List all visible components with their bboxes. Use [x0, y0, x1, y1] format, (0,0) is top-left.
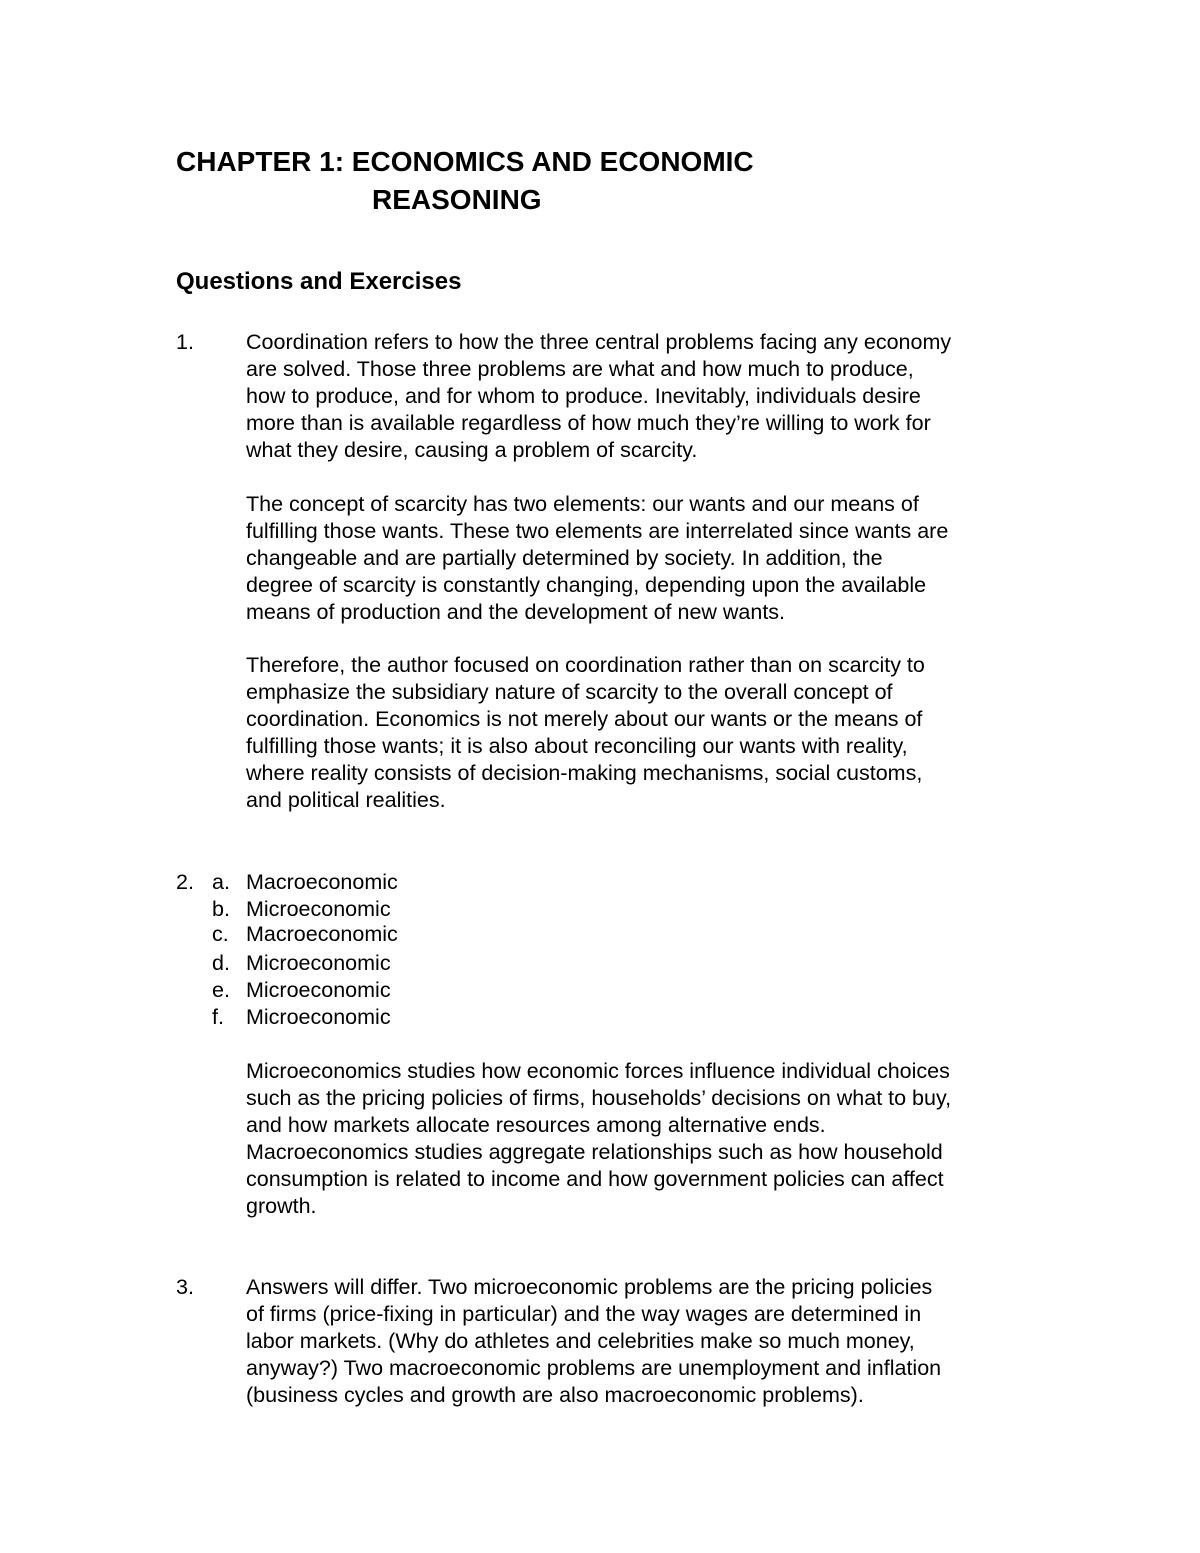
text-line: consumption is related to income and how government policies can affect	[246, 1167, 944, 1191]
question-3-number: 3.	[176, 1275, 194, 1299]
item-letter: b.	[212, 897, 230, 921]
item-letter: e.	[212, 978, 230, 1002]
question-1-number: 1.	[176, 330, 194, 354]
question-3-paragraph-1	[246, 1274, 941, 1409]
text-line: of firms (price-fixing in particular) and the way wages are determined in	[246, 1302, 922, 1326]
text-line: Answers will differ. Two microeconomic problems are the pricing policies	[246, 1275, 933, 1299]
item-text: Macroeconomic	[246, 870, 398, 894]
question-1-paragraph-1	[246, 329, 951, 464]
item-text: Microeconomic	[246, 897, 391, 921]
text-line: means of production and the development of new wants.	[246, 600, 786, 624]
item-text: Macroeconomic	[246, 922, 398, 946]
text-line: (business cycles and growth are also macroeconomic problems).	[246, 1383, 864, 1407]
question-2-item-b	[212, 896, 391, 923]
text-line: emphasize the subsidiary nature of scarcity to the overall concept of	[246, 680, 893, 704]
item-letter: f.	[212, 1005, 224, 1029]
text-line: Therefore, the author focused on coordination rather than on scarcity to	[246, 653, 925, 677]
text-line: how to produce, and for whom to produce. Inevitably, individuals desire	[246, 384, 921, 408]
question-2-item-d	[212, 950, 391, 977]
question-2-item-e	[212, 977, 391, 1004]
question-2-item-c	[212, 921, 398, 948]
chapter-title	[176, 143, 754, 219]
chapter-title-line-1: CHAPTER 1: ECONOMICS AND ECONOMIC	[176, 146, 754, 177]
text-line: Coordination refers to how the three central problems facing any economy	[246, 330, 952, 354]
text-line: where reality consists of decision-making mechanisms, social customs,	[246, 761, 923, 785]
text-line: fulfilling those wants. These two elements are interrelated since wants are	[246, 519, 949, 543]
question-2-paragraph-1	[246, 1058, 951, 1220]
text-line: are solved. Those three problems are what and how much to produce,	[246, 357, 914, 381]
chapter-title-line-2: REASONING	[372, 184, 542, 215]
item-letter: c.	[212, 922, 229, 946]
text-line: The concept of scarcity has two elements: our wants and our means of	[246, 492, 919, 516]
section-heading: Questions and Exercises	[176, 268, 462, 295]
text-line: anyway?) Two macroeconomic problems are unemployment and inflation	[246, 1356, 942, 1380]
text-line: labor markets. (Why do athletes and celebrities make so much money,	[246, 1329, 915, 1353]
text-line: coordination. Economics is not merely about our wants or the means of	[246, 707, 923, 731]
question-1-paragraph-3	[246, 652, 925, 814]
text-line: more than is available regardless of how much they’re willing to work for	[246, 411, 931, 435]
question-2-item-a	[212, 869, 398, 896]
text-line: growth.	[246, 1194, 317, 1218]
question-1-paragraph-2	[246, 491, 948, 626]
text-line: changeable and are partially determined by society. In addition, the	[246, 546, 883, 570]
text-line: degree of scarcity is constantly changing, depending upon the available	[246, 573, 927, 597]
item-text: Microeconomic	[246, 951, 391, 975]
text-line: fulfilling those wants; it is also about reconciling our wants with reality,	[246, 734, 908, 758]
text-line: and political realities.	[246, 788, 446, 812]
item-letter: d.	[212, 951, 230, 975]
question-2-number: 2.	[176, 870, 194, 894]
item-text: Microeconomic	[246, 978, 391, 1002]
question-2-item-f	[212, 1004, 391, 1031]
text-line: Macroeconomics studies aggregate relationships such as how household	[246, 1140, 943, 1164]
text-line: what they desire, causing a problem of scarcity.	[246, 438, 698, 462]
text-line: such as the pricing policies of firms, households’ decisions on what to buy,	[246, 1086, 952, 1110]
item-letter: a.	[212, 870, 230, 894]
text-line: and how markets allocate resources among alternative ends.	[246, 1113, 826, 1137]
item-text: Microeconomic	[246, 1005, 391, 1029]
text-line: Microeconomics studies how economic forces influence individual choices	[246, 1059, 950, 1083]
